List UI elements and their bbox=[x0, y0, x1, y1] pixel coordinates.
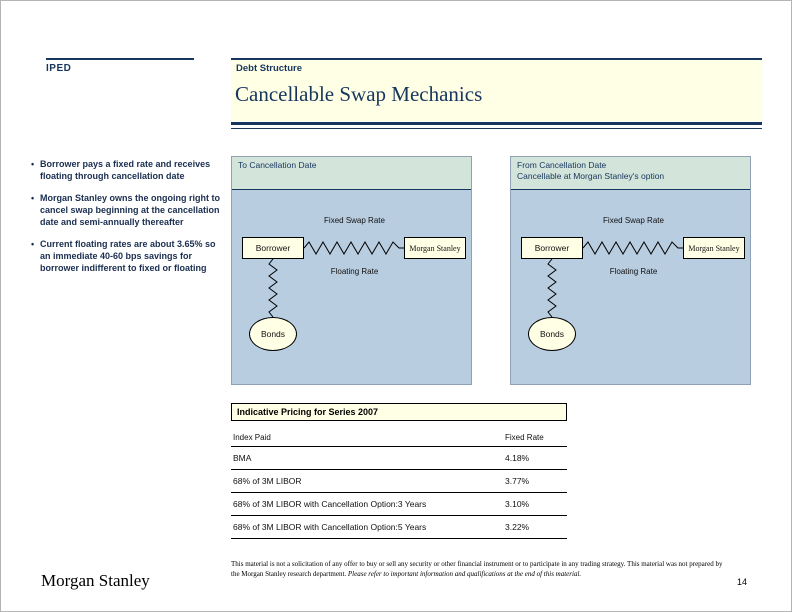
floating-rate-label: Floating Rate bbox=[330, 267, 379, 276]
bullet-text: Morgan Stanley owns the ongoing right to cancel swap beginning at the cancellation date and semi-annually thereafter bbox=[40, 193, 220, 227]
rate-cell: 3.22% bbox=[505, 522, 530, 532]
bullet-text: Borrower pays a fixed rate and receives floating through cancellation date bbox=[40, 159, 211, 181]
borrower-box: Borrower bbox=[242, 237, 304, 259]
page-number: 14 bbox=[737, 577, 748, 587]
bond-zigzag-vertical-icon bbox=[546, 259, 558, 317]
pricing-table-header bbox=[231, 431, 567, 447]
title-band bbox=[231, 58, 762, 121]
org-rule bbox=[46, 58, 194, 60]
bullet-item bbox=[31, 159, 223, 182]
floating-rate-label: Floating Rate bbox=[609, 267, 658, 276]
bullet-text: Current floating rates are about 3.65% so an immediate 40-60 bps savings for borrower indifferent to fixed or floating bbox=[40, 239, 216, 273]
table-row bbox=[231, 493, 567, 516]
diagram-to-cancellation bbox=[231, 156, 472, 385]
pricing-table-title: Indicative Pricing for Series 2007 bbox=[231, 403, 567, 421]
morgan-stanley-logo: Morgan Stanley bbox=[41, 571, 150, 590]
borrower-box: Borrower bbox=[521, 237, 583, 259]
page-title: Cancellable Swap Mechanics bbox=[235, 82, 483, 106]
rate-cell: 3.77% bbox=[505, 476, 530, 486]
disclaimer-main: This material is not a solicitation of any offer to buy or sell any security or other financial instrument or to participate in any trading strategy. This material was not prepared by the Morgan Stanley research department. bbox=[231, 560, 723, 578]
index-cell: 68% of 3M LIBOR with Cancellation Option:3 Years bbox=[233, 499, 427, 509]
table-row bbox=[231, 516, 567, 539]
column-header-rate: Fixed Rate bbox=[505, 433, 544, 442]
rate-cell: 3.10% bbox=[505, 499, 530, 509]
bonds-node: Bonds bbox=[528, 317, 576, 351]
pricing-table bbox=[231, 403, 567, 539]
disclaimer-text bbox=[231, 560, 723, 580]
table-row bbox=[231, 447, 567, 470]
diagram-header bbox=[511, 157, 750, 190]
bullet-marker bbox=[31, 159, 40, 182]
index-cell: BMA bbox=[233, 453, 252, 463]
column-header-index: Index Paid bbox=[233, 433, 271, 442]
bullet-marker bbox=[31, 193, 40, 228]
bond-zigzag-vertical-icon bbox=[267, 259, 279, 317]
rate-cell: 4.18% bbox=[505, 453, 530, 463]
diagram-body bbox=[511, 190, 750, 384]
diagram-header bbox=[232, 157, 471, 190]
swap-zigzag-horizontal-icon bbox=[304, 239, 404, 257]
disclaimer-note: Please refer to important information and qualifications at the end of this material. bbox=[347, 569, 582, 578]
index-cell: 68% of 3M LIBOR bbox=[233, 476, 302, 486]
bullet-item bbox=[31, 193, 223, 228]
title-rule-thick bbox=[231, 122, 762, 125]
morgan-stanley-box: Morgan Stanley bbox=[683, 237, 745, 259]
diagram-body bbox=[232, 190, 471, 384]
diagram-from-cancellation bbox=[510, 156, 751, 385]
bullet-marker bbox=[31, 239, 40, 274]
fixed-rate-label: Fixed Swap Rate bbox=[603, 216, 664, 225]
index-cell: 68% of 3M LIBOR with Cancellation Option:5 Years bbox=[233, 522, 427, 532]
bonds-node: Bonds bbox=[249, 317, 297, 351]
diagram-header-line1: To Cancellation Date bbox=[238, 160, 317, 170]
diagram-header-line1: From Cancellation Date bbox=[517, 160, 607, 170]
org-label: IPED bbox=[46, 63, 72, 74]
diagram-header-line2: Cancellable at Morgan Stanley's option bbox=[517, 171, 665, 182]
title-rule-thin bbox=[231, 128, 762, 129]
table-row bbox=[231, 470, 567, 493]
fixed-rate-label: Fixed Swap Rate bbox=[324, 216, 385, 225]
morgan-stanley-box: Morgan Stanley bbox=[404, 237, 466, 259]
swap-zigzag-horizontal-icon bbox=[583, 239, 683, 257]
section-label: Debt Structure bbox=[236, 63, 302, 74]
bullet-list bbox=[31, 159, 223, 286]
bullet-item bbox=[31, 239, 223, 274]
